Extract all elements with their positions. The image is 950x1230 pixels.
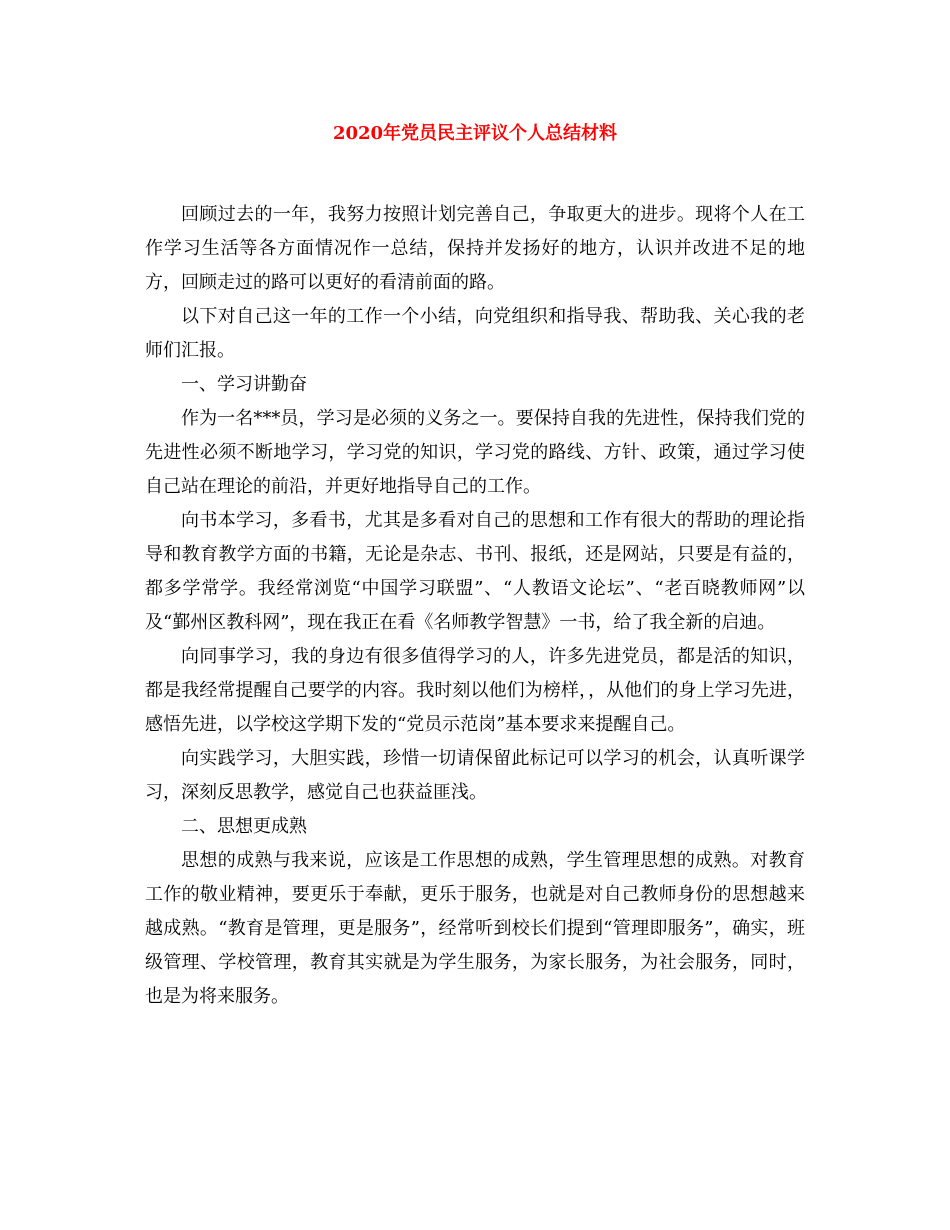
- paragraph-thought-maturity: 思想的成熟与我来说，应该是工作思想的成熟，学生管理思想的成熟。对教育工作的敬业精神，要更乐于奉献，更乐于服务，也就是对自己教师身份的思想越来越成熟。“教育是管理，更是服务”，经常听到校长们提到“管理即服务”，确实，班级管理、学校管理，教育其实就是为学生服务，为家长服务，为社会服务，同时，也是为将来服务。: [145, 850, 805, 1007]
- paragraph-study-duty: 作为一名***员，学习是必须的义务之一。要保持自我的先进性，保持我们党的先进性必须不断地学习，学习党的知识，学习党的路线、方针、政策，通过学习使自己站在理论的前沿，并更好地指导自己的工作。: [145, 408, 805, 497]
- paragraph-study-practice: 向实践学习，大胆实践，珍惜一切请保留此标记可以学习的机会，认真听课学习，深刻反思教学，感觉自己也获益匪浅。: [145, 748, 805, 803]
- document-title: 2020年党员民主评议个人总结材料: [332, 123, 618, 144]
- paragraph-report: 以下对自己这一年的工作一个小结，向党组织和指导我、帮助我、关心我的老师们汇报。: [145, 306, 805, 361]
- document-body: [145, 198, 805, 1014]
- paragraph-intro: 回顾过去的一年，我努力按照计划完善自己，争取更大的进步。现将个人在工作学习生活等各方面情况作一总结，保持并发扬好的地方，认识并改进不足的地方，回顾走过的路可以更好的看清前面的路。: [145, 204, 805, 293]
- paragraph-study-books: 向书本学习，多看书，尤其是多看对自己的思想和工作有很大的帮助的理论指导和教育教学方面的书籍，无论是杂志、书刊、报纸，还是网站，只要是有益的，都多学常学。我经常浏览“中国学习联盟”、“人教语文论坛”、“老百晓教师网”以及“鄞州区教科网”，现在我正在看《名师教学智慧》一书，给了我全新的启迪。: [145, 510, 805, 633]
- section-heading-study: 一、学习讲勤奋: [181, 374, 307, 395]
- section-heading-thought: 二、思想更成熟: [181, 816, 307, 837]
- paragraph-study-colleagues: 向同事学习，我的身边有很多值得学习的人，许多先进党员，都是活的知识，都是我经常提醒自己要学的内容。我时刻以他们为榜样，，从他们的身上学习先进，感悟先进，以学校这学期下发的“党员示范岗”基本要求来提醒自己。: [145, 646, 805, 735]
